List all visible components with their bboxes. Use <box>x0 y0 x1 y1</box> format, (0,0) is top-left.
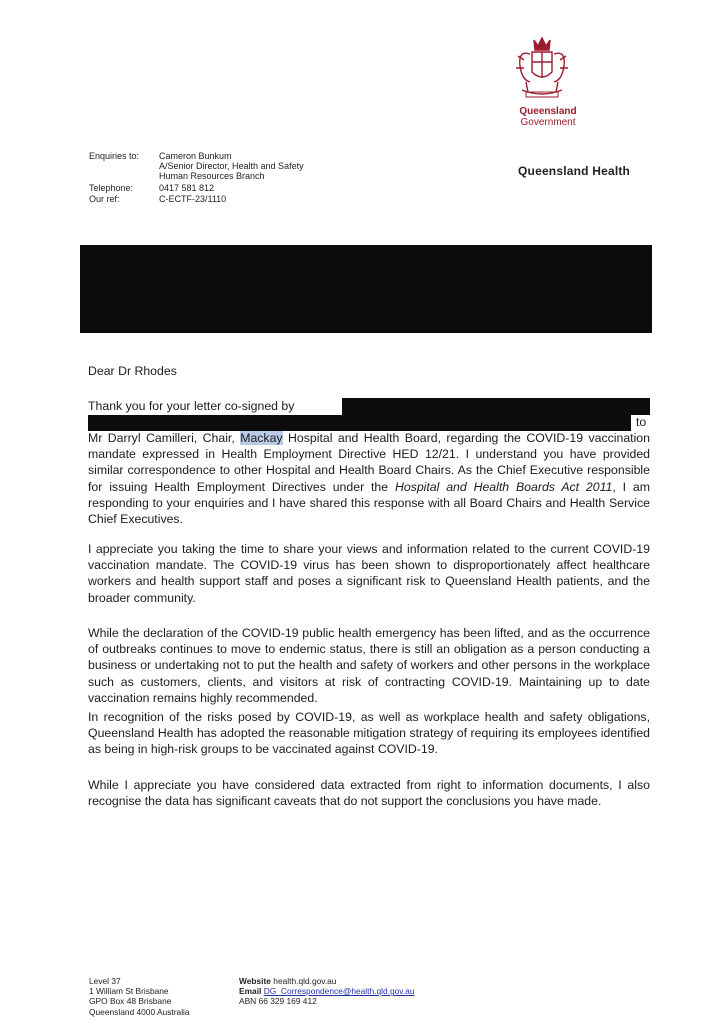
abn-label: ABN <box>239 996 257 1007</box>
act-title: Hospital and Health Boards Act 2011 <box>394 479 613 494</box>
address-line-4: Queensland 4000 Australia <box>89 1006 190 1017</box>
enquiries-label: Enquiries to: <box>89 151 140 161</box>
paragraph-1-opening: Thank you for your letter co-signed by <box>88 399 295 413</box>
email-label: Email <box>239 986 262 997</box>
government-name: Queensland <box>519 106 577 117</box>
paragraph-1-part-a: Mr Darryl Camilleri, Chair, <box>88 431 241 445</box>
telephone-label: Telephone: <box>89 183 134 193</box>
our-ref-label: Our ref: <box>89 194 120 204</box>
salutation: Dear Dr Rhodes <box>88 364 177 378</box>
abn-value: 66 329 169 412 <box>258 996 317 1007</box>
paragraph-5: While I appreciate you have considered data extracted from right to information documents, I also recognise the data has significant caveats that do not support the conclusions you have made. <box>88 778 650 809</box>
website-label: Website <box>239 976 271 986</box>
address-line-1: Level 37 <box>89 976 121 986</box>
redacted-cosigners-line1 <box>342 398 650 415</box>
address-line-2: 1 William St Brisbane <box>89 986 169 997</box>
our-ref-value: C-ECTF-23/1110 <box>159 194 227 204</box>
paragraph-4: In recognition of the risks posed by COVID-19, as well as workplace health and safety obligations, Queensland Health has adopted the reasonable mitigation strategy of requiring its employees identified as being in high-risk groups to be vaccinated against COVID-19. <box>88 710 650 757</box>
paragraph-3: While the declaration of the COVID-19 public health emergency has been lifted, and as the occurrence of outbreaks continues to move to endemic status, there is still an obligation as a person conducting a business or undertaking not to put the health and safety of workers and other persons in the workplace such as customers, clients, and visitors at risk of contracting COVID-19. Maintaining up to date vaccination remains highly recommended. <box>88 626 650 705</box>
paragraph-1-part-c: , I am responding to your enquiries and I have shared this response with all Board Chairs and Health Service Chief Executives. <box>88 479 650 527</box>
enquiries-name: Cameron Bunkum <box>159 151 232 161</box>
email-link[interactable]: DG_Correspondence@health.qld.gov.au <box>263 986 415 997</box>
website-value[interactable]: health.qld.gov.au <box>273 976 337 986</box>
footer-address <box>89 976 190 1017</box>
enquiries-title-line1: A/Senior Director, Health and Safety <box>159 161 304 171</box>
highlighted-word: Mackay <box>240 431 283 445</box>
government-sub: Government <box>520 117 576 128</box>
queensland-government-crest-icon <box>512 36 572 106</box>
address-line-3: GPO Box 48 Brisbane <box>89 996 172 1007</box>
telephone-value: 0417 581 812 <box>159 183 215 193</box>
paragraph-2: I appreciate you taking the time to share your views and information related to the current COVID-19 vaccination mandate. The COVID-19 virus has been shown to disproportionately affect healthcare workers and health support staff and poses a significant risk to Queensland Health patients, and the broader community. <box>88 542 650 605</box>
enquiries-title-line2: Human Resources Branch <box>159 171 265 181</box>
redacted-cosigners-line2 <box>88 415 631 431</box>
queensland-health-brand: Queensland Health <box>518 164 631 178</box>
redacted-address-block <box>80 245 652 333</box>
footer-contact <box>239 976 415 1007</box>
paragraph-1-to: to <box>636 415 647 429</box>
paragraph-1 <box>88 430 650 527</box>
paragraph-1-part-b: Hospital and Health Board, regarding the COVID-19 vaccination mandate expressed in Health Employment Directive HED 12/21. I understand you have provided similar correspondence to other Hospital and Health Board Chairs. As the Chief Executive responsible for issuing Health Employment Directives under the <box>88 431 650 494</box>
